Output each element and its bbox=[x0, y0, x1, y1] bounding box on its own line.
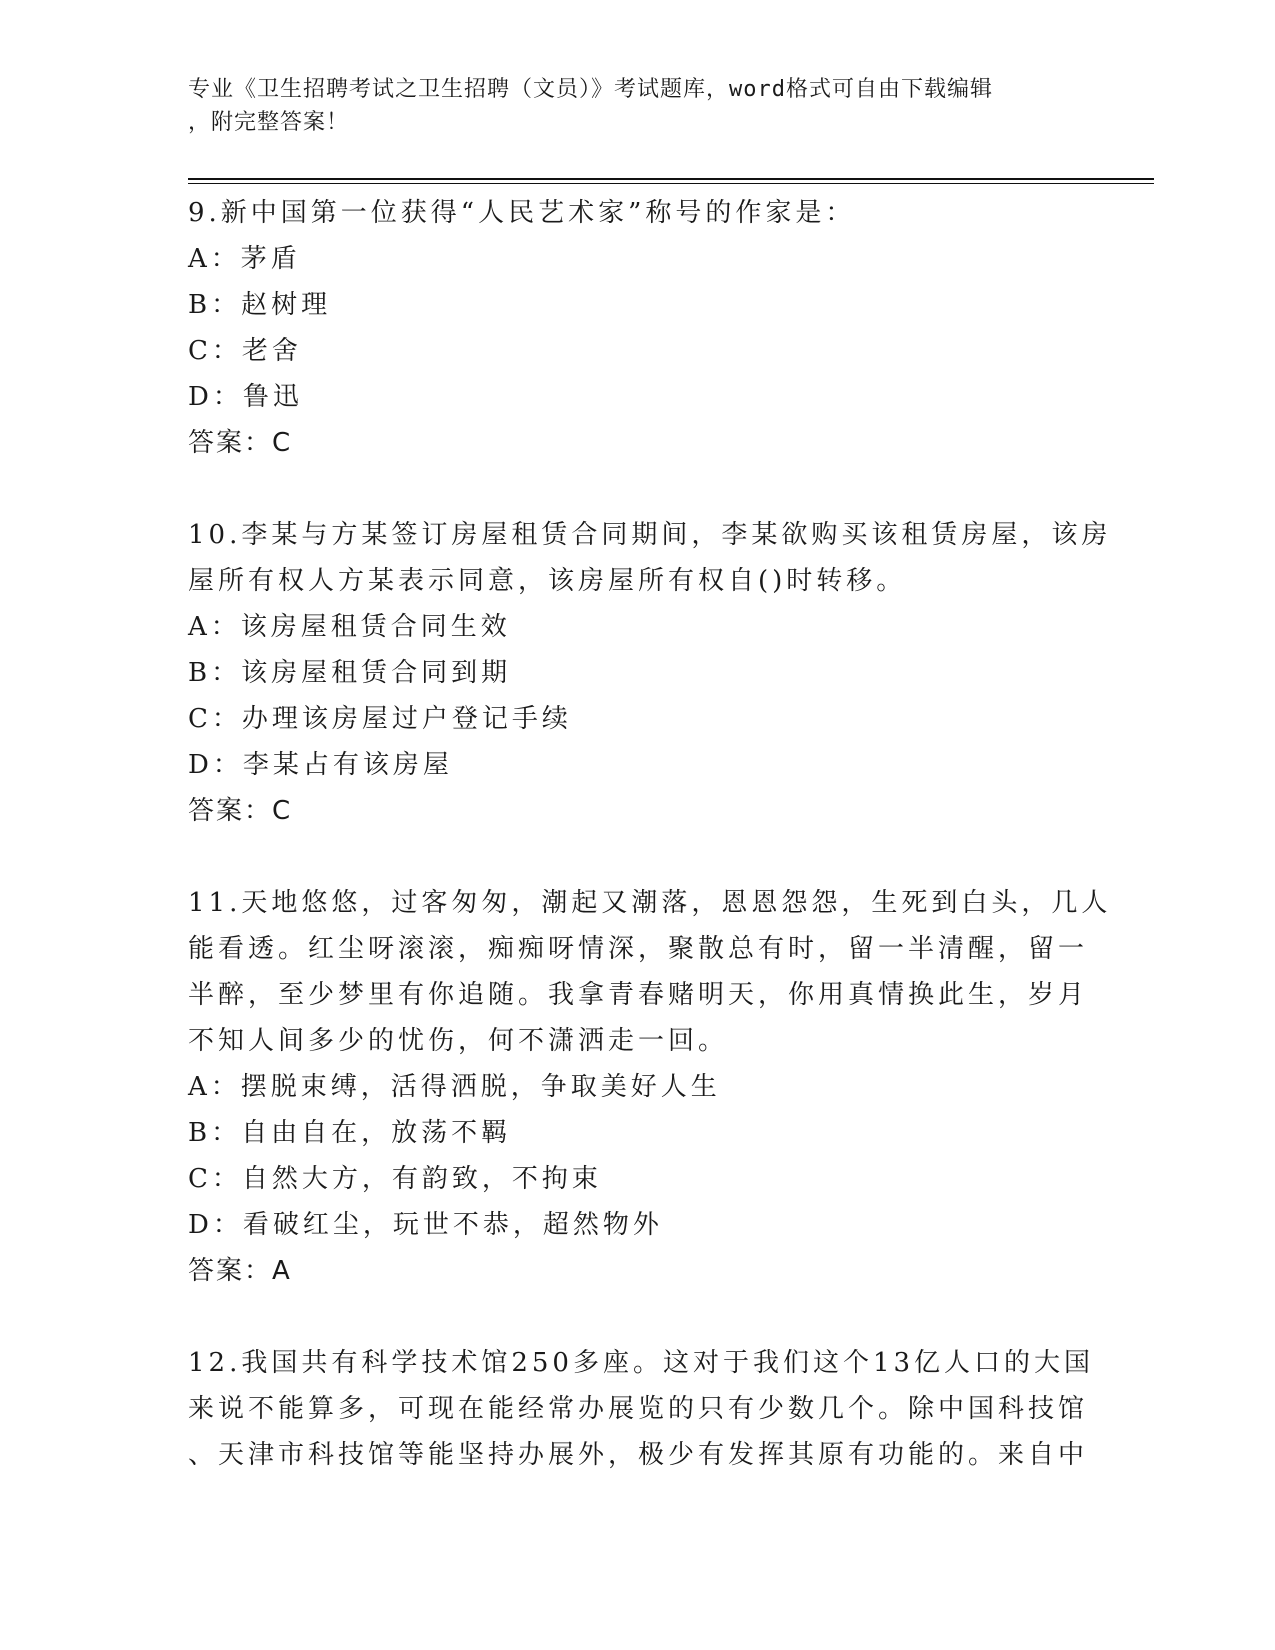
question-11 bbox=[188, 880, 1112, 1294]
option-a: A：该房屋租赁合同生效 bbox=[188, 612, 511, 642]
question-stem: 不知人间多少的忧伤，何不潇洒走一回。 bbox=[188, 1026, 729, 1056]
question-stem: 能看透。红尘呀滚滚，痴痴呀情深，聚散总有时，留一半清醒，留一 bbox=[188, 934, 1089, 964]
option-c: C：办理该房屋过户登记手续 bbox=[188, 704, 572, 734]
question-stem: 来说不能算多，可现在能经常办展览的只有少数几个。除中国科技馆 bbox=[188, 1394, 1089, 1424]
question-12 bbox=[188, 1340, 1095, 1478]
answer-label: 答案：A bbox=[188, 1256, 292, 1286]
answer-label: 答案：C bbox=[188, 796, 293, 826]
question-stem: 10.李某与方某签订房屋租赁合同期间，李某欲购买该租赁房屋，该房 bbox=[188, 520, 1112, 550]
question-stem: 、天津市科技馆等能坚持办展外，极少有发挥其原有功能的。来自中 bbox=[188, 1440, 1089, 1470]
option-a: A：茅盾 bbox=[188, 244, 301, 274]
question-9 bbox=[188, 190, 1088, 466]
option-b: B：赵树理 bbox=[188, 290, 332, 320]
header-line-1: 专业《卫生招聘考试之卫生招聘（文员）》考试题库，word格式可自由下载编辑 bbox=[188, 77, 993, 102]
option-b: B：自由自在，放荡不羁 bbox=[188, 1118, 512, 1148]
option-c: C：老舍 bbox=[188, 336, 302, 366]
question-stem: 屋所有权人方某表示同意，该房屋所有权自()时转移。 bbox=[188, 566, 907, 596]
answer-label: 答案：C bbox=[188, 428, 293, 458]
option-c: C：自然大方，有韵致，不拘束 bbox=[188, 1164, 602, 1194]
option-b: B：该房屋租赁合同到期 bbox=[188, 658, 512, 688]
question-stem: 半醉，至少梦里有你追随。我拿青春赌明天，你用真情换此生，岁月 bbox=[188, 980, 1089, 1010]
option-d: D：看破红尘，玩世不恭，超然物外 bbox=[188, 1210, 663, 1240]
document-header bbox=[188, 73, 1068, 139]
header-divider-thin bbox=[188, 183, 1154, 184]
question-list bbox=[188, 190, 1112, 1524]
question-stem: 9.新中国第一位获得“人民艺术家”称号的作家是： bbox=[188, 198, 856, 228]
option-a: A：摆脱束缚，活得洒脱，争取美好人生 bbox=[188, 1072, 721, 1102]
question-stem: 11.天地悠悠，过客匆匆，潮起又潮落，恩恩怨怨，生死到白头，几人 bbox=[188, 888, 1112, 918]
option-d: D：鲁迅 bbox=[188, 382, 303, 412]
question-stem: 12.我国共有科学技术馆250多座。这对于我们这个13亿人口的大国 bbox=[188, 1348, 1095, 1378]
question-10 bbox=[188, 512, 1112, 834]
header-divider-thick bbox=[188, 178, 1154, 180]
option-d: D：李某占有该房屋 bbox=[188, 750, 453, 780]
header-line-2: ，附完整答案！ bbox=[188, 110, 350, 135]
